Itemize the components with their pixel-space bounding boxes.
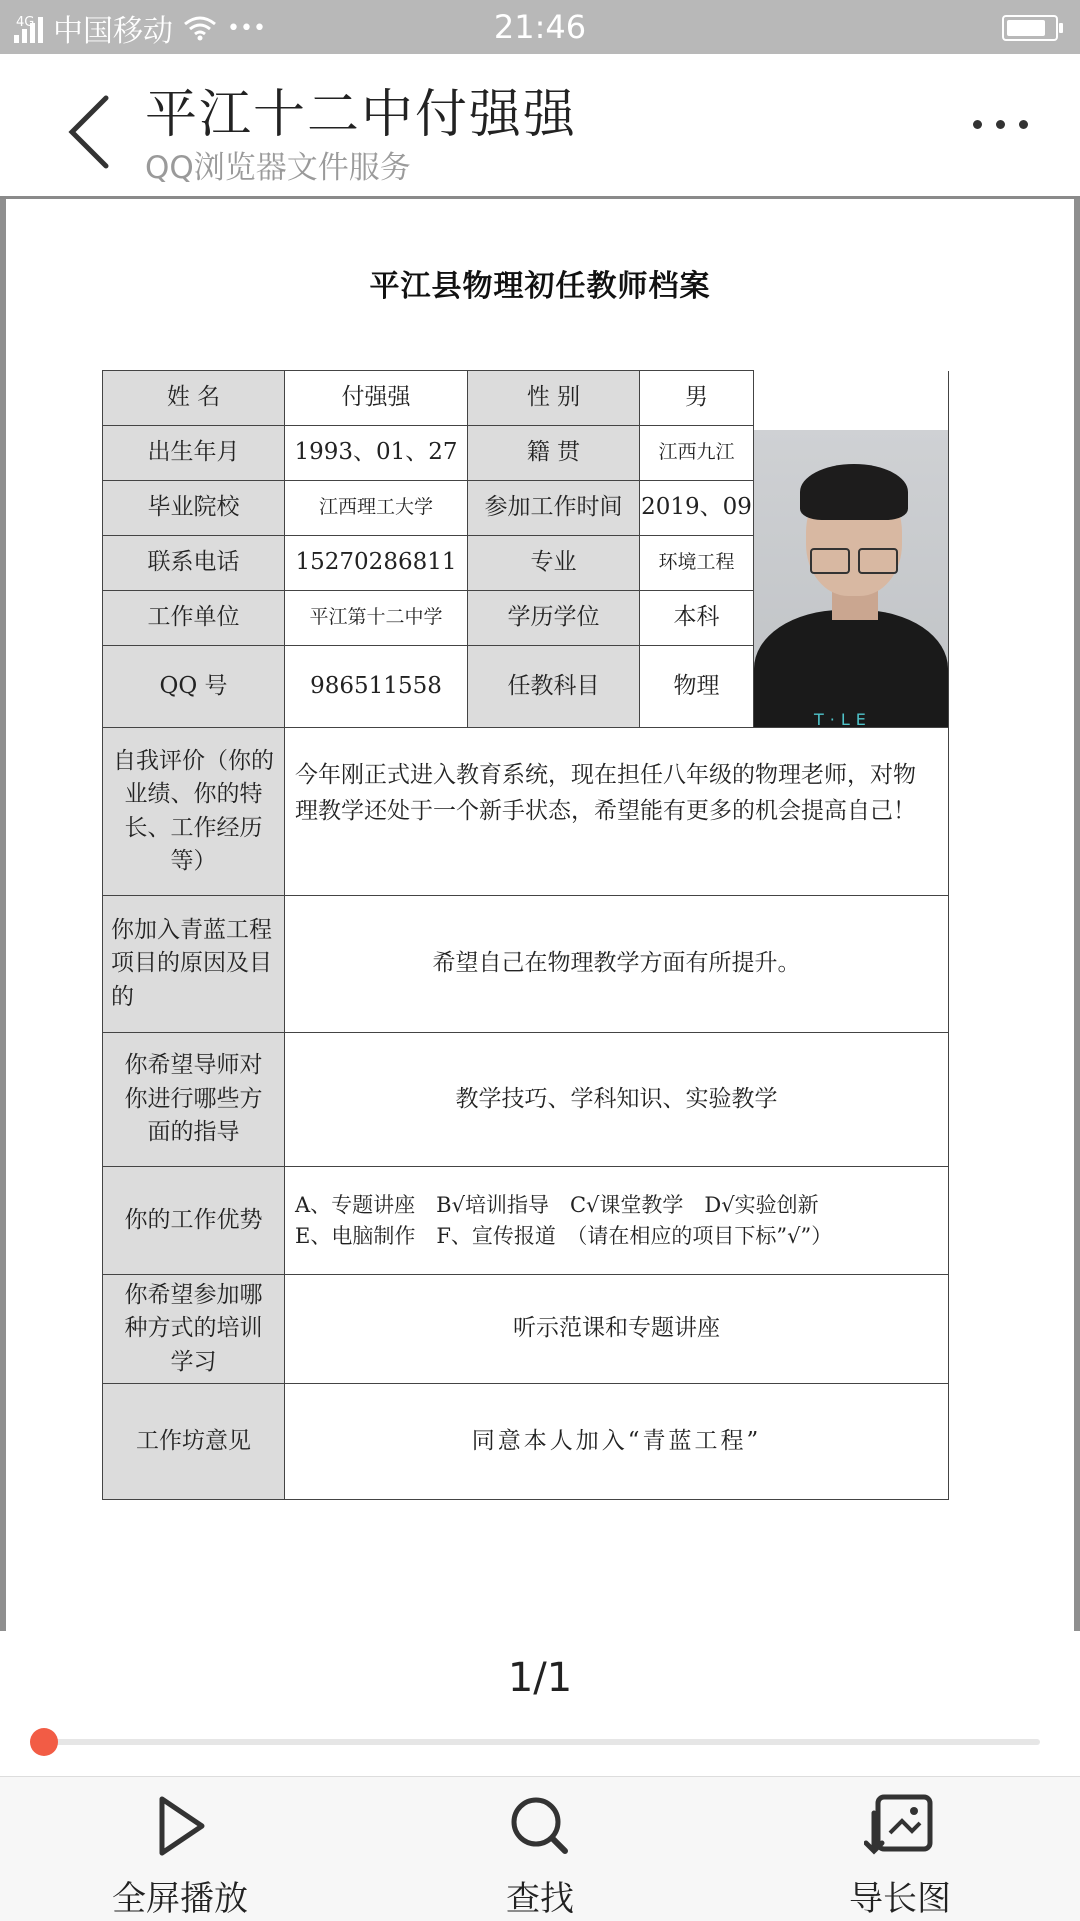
self-eval-label: 自我评价（你的业绩、你的特长、工作经历等） [103,728,285,896]
page-subtitle: QQ浏览器文件服务 [145,150,411,186]
advantage-line-1: A、专题讲座 B√培训指导 C√课堂教学 D√实验创新 [295,1193,819,1218]
school-value: 江西理工大学 [285,481,468,536]
profile-photo [754,430,948,727]
search-icon [507,1793,573,1859]
reason-value: 希望自己在物理教学方面有所提升。 [285,896,949,1033]
opinion-label: 工作坊意见 [103,1384,285,1500]
subject-label: 任教科目 [468,646,640,728]
find-button[interactable] [430,1777,650,1921]
degree-value: 本科 [640,591,754,646]
export-long-image-button[interactable] [790,1777,1010,1921]
fullscreen-button[interactable] [70,1777,290,1921]
reason-label: 你加入青蓝工程项目的原因及目的 [103,896,285,1033]
page-title: 平江十二中付强强 [145,85,578,145]
document-title: 平江县物理初任教师档案 [369,269,711,304]
back-arrow-icon[interactable] [62,92,122,172]
page-progress-bar[interactable] [44,1739,1040,1745]
opinion-value: 同意本人加入“青蓝工程” [285,1384,949,1500]
document-viewer[interactable] [0,199,1080,1631]
status-more-icon: ••• [227,15,266,41]
phone-value: 15270286811 [285,536,468,591]
network-type: 4G [16,15,35,30]
advantage-value [285,1167,949,1275]
birth-value: 1993、01、27 [285,426,468,481]
degree-label: 学历学位 [468,591,640,646]
employer-value: 平江第十二中学 [285,591,468,646]
battery-icon [1002,15,1058,41]
profile-table [102,370,949,1500]
qq-label: QQ 号 [103,646,285,728]
carrier-name: 中国移动 [53,14,173,49]
native-label: 籍 贯 [468,426,640,481]
phone-label: 联系电话 [103,536,285,591]
long-image-icon [864,1793,936,1859]
employer-label: 工作单位 [103,591,285,646]
shirt-print: T·LE [814,710,872,727]
status-bar [0,0,1080,54]
more-options-icon[interactable] [973,120,1028,129]
major-value: 环境工程 [640,536,754,591]
fullscreen-label: 全屏播放 [112,1879,248,1919]
guidance-label: 你希望导师对你进行哪些方面的指导 [103,1033,285,1167]
play-icon [150,1793,210,1859]
status-time: 21:46 [493,8,587,46]
long-image-label: 导长图 [849,1879,951,1919]
document-page [6,199,1074,1631]
work-start-label: 参加工作时间 [468,481,640,536]
training-label: 你希望参加哪种方式的培训学习 [103,1275,285,1384]
training-value: 听示范课和专题讲座 [285,1275,949,1384]
major-label: 专业 [468,536,640,591]
find-label: 查找 [506,1879,574,1919]
progress-knob[interactable] [30,1728,58,1756]
advantage-label: 你的工作优势 [103,1167,285,1275]
bottom-toolbar [0,1776,1080,1921]
name-value: 付强强 [285,371,468,426]
native-value: 江西九江 [640,426,754,481]
birth-label: 出生年月 [103,426,285,481]
work-start-value: 2019、09 [640,481,754,536]
header [0,54,1080,199]
school-label: 毕业院校 [103,481,285,536]
page-indicator: 1/1 [507,1655,573,1701]
subject-value: 物理 [640,646,754,728]
photo-cell [754,371,949,728]
name-label: 姓 名 [103,371,285,426]
self-eval-value: 今年刚正式进入教育系统，现在担任八年级的物理老师，对物理教学还处于一个新手状态，希望能有更多的机会提高自己！ [285,728,949,896]
guidance-value: 教学技巧、学科知识、实验教学 [285,1033,949,1167]
qq-value: 986511558 [285,646,468,728]
gender-label: 性 别 [468,371,640,426]
gender-value: 男 [640,371,754,426]
advantage-line-2: E、电脑制作 F、宣传报道 （请在相应的项目下标”√”） [295,1223,833,1248]
